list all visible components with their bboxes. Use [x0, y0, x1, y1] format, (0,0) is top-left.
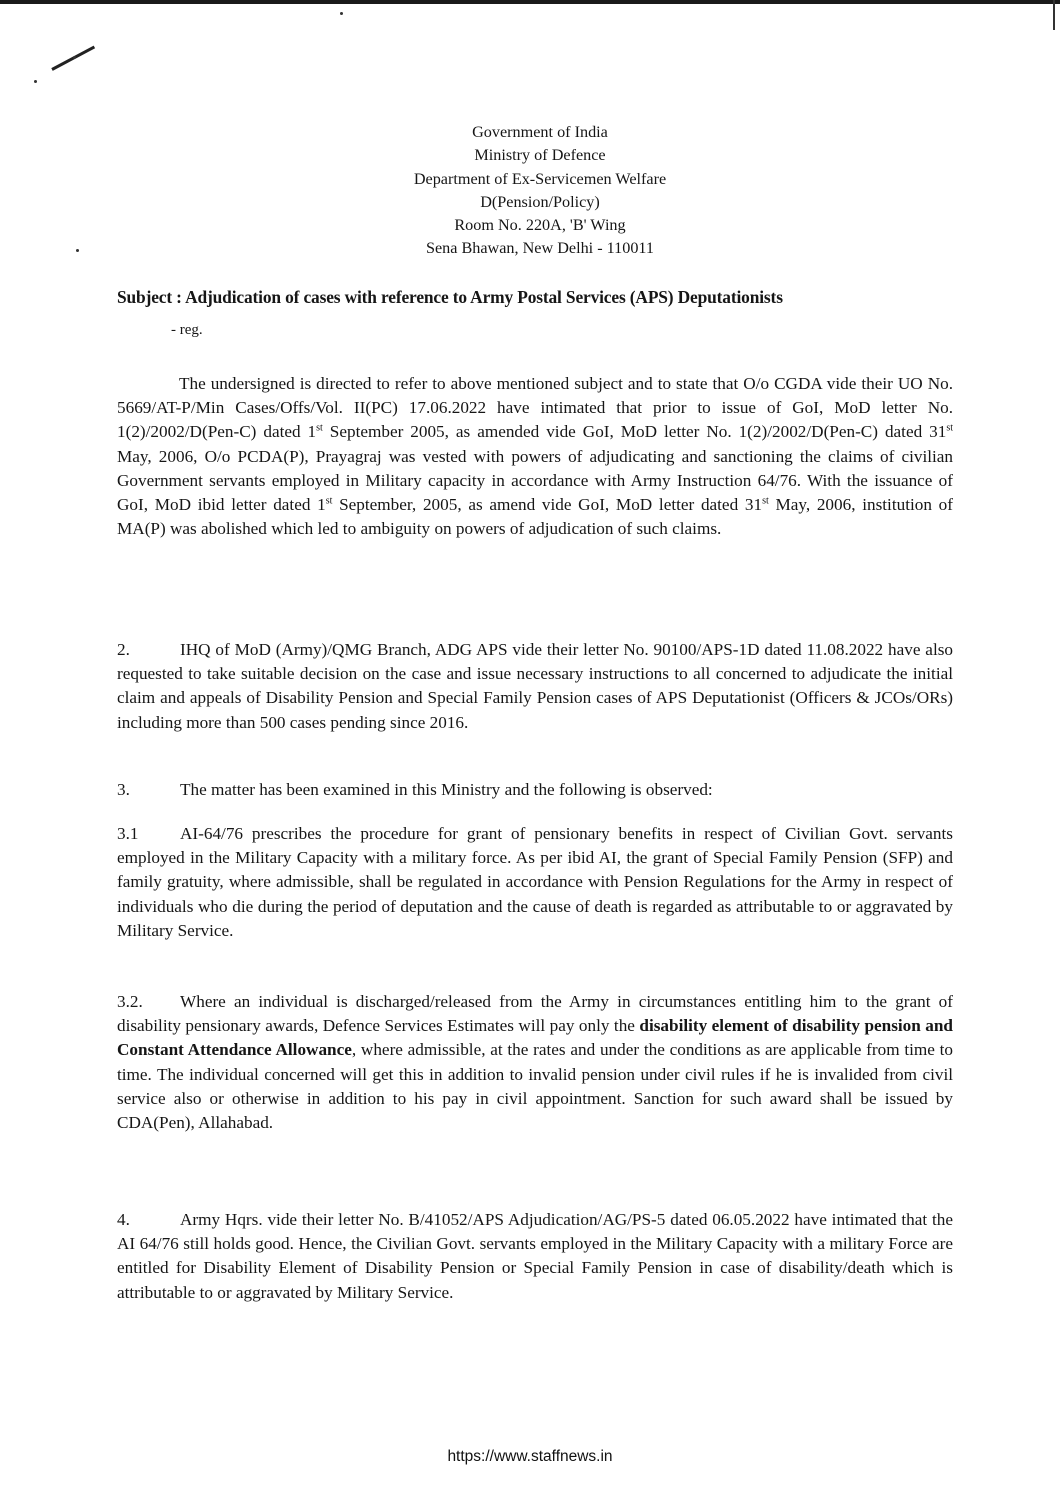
- paragraph-number: 3.2.: [117, 992, 143, 1011]
- scan-speck: [340, 12, 343, 15]
- paragraph-number: 3.1: [117, 824, 139, 843]
- paragraph-3-2-text: , where admissible, at the rates and under the conditions as are applicable from time to time. The individual concerned will get this in addition to invalid pension under civil rules if he is invalided from civil service also or otherwise in addition to his pay in civil appointment. Sanction for such award shall be issued by CDA(Pen), Allahabad.: [117, 1040, 953, 1133]
- paragraph-1-text: September 2005, as amended vide GoI, MoD letter No. 1(2)/2002/D(Pen-C) dated 31: [322, 422, 947, 442]
- footer-url[interactable]: https://www.staffnews.in: [447, 1448, 613, 1465]
- ordinal-suffix: st: [762, 495, 769, 507]
- subject-suffix: - reg.: [171, 322, 203, 338]
- letterhead-division: D(Pension/Policy): [480, 192, 600, 211]
- letterhead-address: Sena Bhawan, New Delhi - 110011: [425, 239, 655, 258]
- subject-text: Adjudication of cases with reference to Army Postal Services (APS) Deputationists: [185, 287, 783, 307]
- letterhead: [340, 121, 740, 261]
- paragraph-number: 3.: [117, 780, 130, 799]
- paragraph-4: [117, 1208, 953, 1305]
- ordinal-suffix: st: [946, 422, 954, 434]
- letterhead-ministry: Ministry of Defence: [474, 146, 606, 165]
- paragraph-3: [117, 778, 953, 802]
- paragraph-1-text: The undersigned is directed to refer to above mentioned subject and to state that O/o CGDA vide their UO No. 5669/AT-P/Min Cases/Offs/Vol. II(PC) 17.06.2022 have intimated that prior to issue of GoI, MoD letter No. 1(2)/2002/D(Pen-C) dated 1: [117, 374, 953, 442]
- paragraph-number: 4.: [117, 1210, 130, 1229]
- paragraph-3-1: [117, 822, 953, 943]
- paragraph-3-1-text: AI-64/76 prescribes the procedure for grant of pensionary benefits in respect of Civilian Govt. servants employed in the Military Capacity with a military force. As per ibid AI, the grant of Special Family Pension (SFP) and family gratuity, where admissible, shall be regulated in accordance with Pension Regulations for the Army in respect of individuals who die during the period of deputation and the cause of death is regarded as attributable to or aggravated by Military Service.: [117, 824, 953, 940]
- scan-right-edge: [1053, 0, 1055, 30]
- paragraph-2-text: IHQ of MoD (Army)/QMG Branch, ADG APS vide their letter No. 90100/APS-1D dated 11.08.2022 have also requested to take suitable decision on the case and issue necessary instructions to all concerned to adjudicate the initial claim and appeals of Disability Pension and Special Family Pension cases of APS Deputationist (Officers & JCOs/ORs) including more than 500 cases pending since 2016.: [117, 640, 953, 732]
- scan-top-edge: [0, 0, 1060, 4]
- paragraph-3-2-text: Where an individual is discharged/released from the Army in circumstances entitling him to the grant of disability pensionary awards, Defence Services Estimates will pay only the: [117, 992, 953, 1036]
- scan-speck: [76, 249, 79, 252]
- subject-line: [117, 287, 957, 308]
- paragraph-2: [117, 638, 953, 735]
- paragraph-1-text: May, 2006, institution of MA(P) was abolished which led to ambiguity on powers of adjudication of such claims.: [117, 495, 953, 539]
- letterhead-department: Department of Ex-Servicemen Welfare: [413, 169, 667, 188]
- subject-label: Subject :: [117, 287, 182, 307]
- ordinal-suffix: st: [325, 495, 333, 507]
- paragraph-3-text: The matter has been examined in this Ministry and the following is observed:: [180, 780, 713, 799]
- scan-speck: [73, 56, 76, 59]
- ordinal-suffix: st: [316, 422, 323, 434]
- letterhead-government: Government of India: [472, 123, 608, 141]
- paragraph-4-text: Army Hqrs. vide their letter No. B/41052/APS Adjudication/AG/PS-5 dated 06.05.2022 have intimated that the AI 64/76 still holds good. Hence, the Civilian Govt. servants employed in the Military Capacity with a military Force are entitled for Disability Element of Disability Pension or Special Family Pension in case of disability/death which is attributable to or aggravated by Military Service.: [117, 1210, 953, 1302]
- scan-speck: [34, 80, 37, 83]
- paragraph-1-text: September, 2005, as amend vide GoI, MoD letter dated 31: [332, 495, 763, 515]
- paragraph-3-2-emphasis: disability element of disability pension and Constant Attendance Allowance: [117, 1016, 953, 1060]
- paragraph-number: 2.: [117, 640, 130, 659]
- paragraph-1: [117, 372, 953, 541]
- paragraph-3-2: [117, 990, 953, 1135]
- letterhead-room: Room No. 220A, 'B' Wing: [454, 216, 626, 235]
- paragraph-1-text: May, 2006, O/o PCDA(P), Prayagraj was vested with powers of adjudicating and sanctioning the claims of civilian Government servants employed in Military capacity in accordance with Army Instruction 64/76. With the issuance of GoI, MoD ibid letter dated 1: [117, 446, 953, 515]
